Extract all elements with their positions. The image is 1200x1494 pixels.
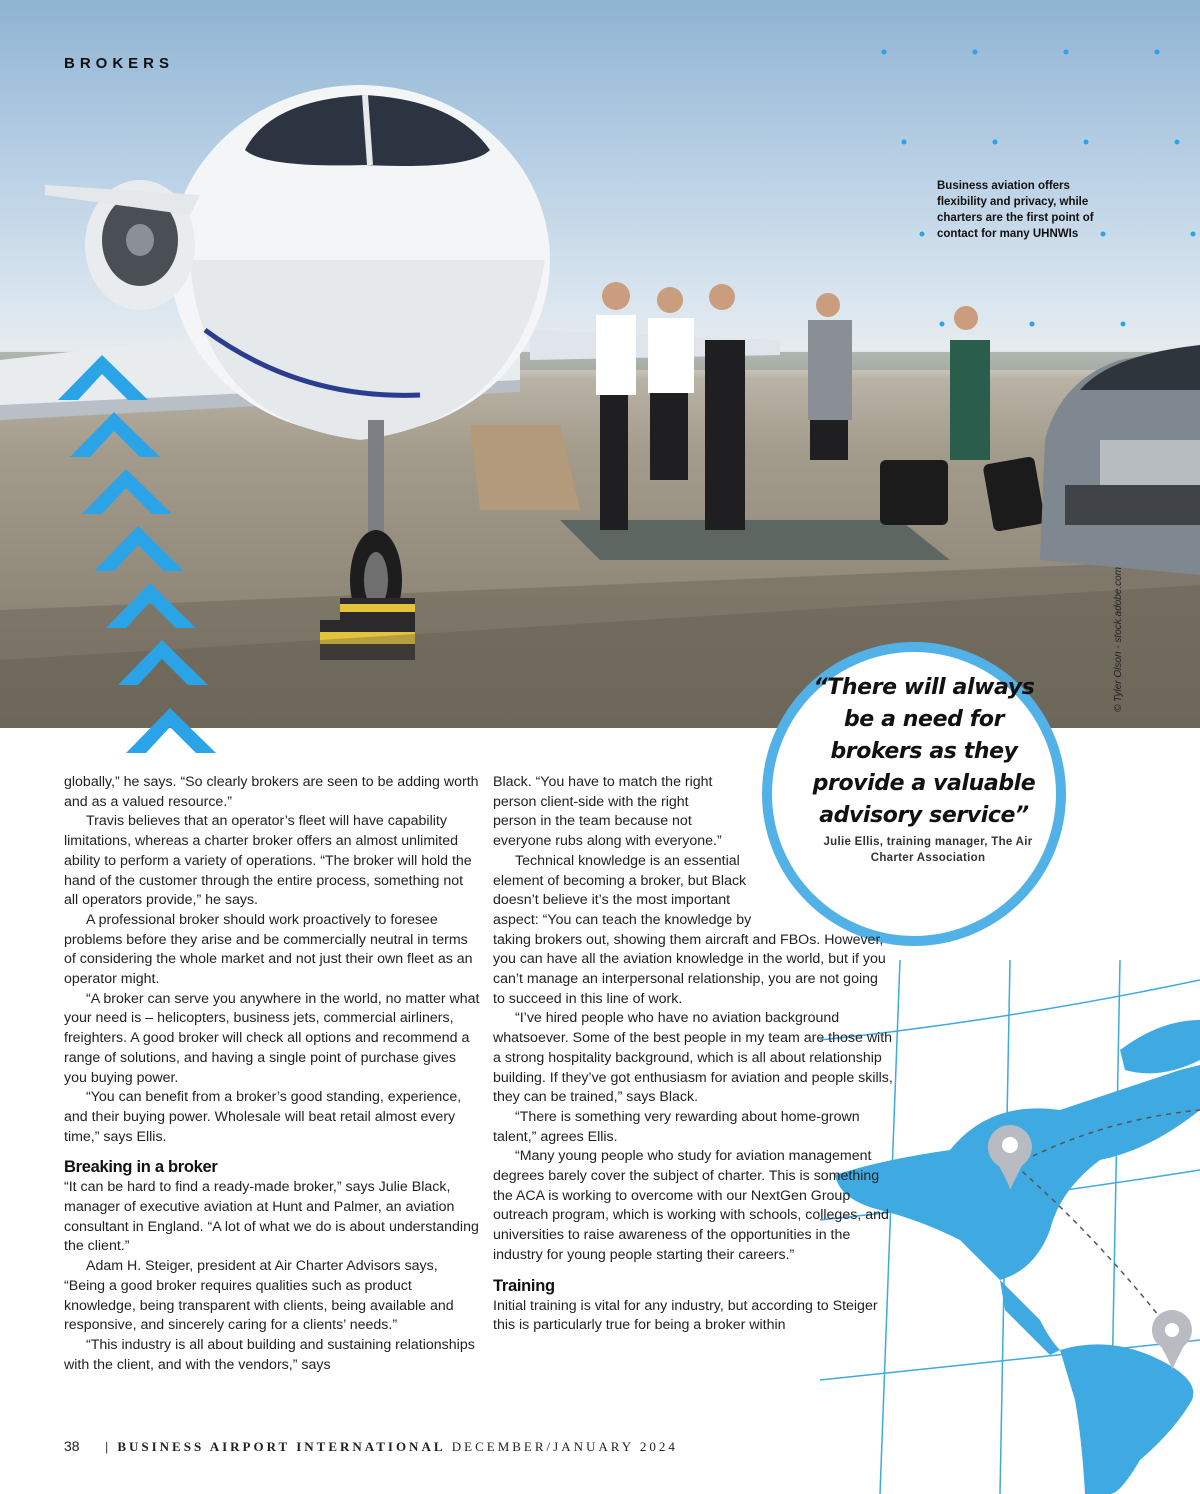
paragraph bbox=[493, 773, 893, 852]
paragraph: “Many young people who study for aviation management degrees barely cover the subject of charter. This is something the ACA is working to overcome with our NextGen Group outreach program, which is working with schools, colleges, and universities to raise awareness of the opportunities in the industry for young people starting their careers.” bbox=[493, 1148, 889, 1263]
paragraph: “This industry is all about building and sustaining relationships with the client, and with the vendors,” says bbox=[64, 1336, 475, 1373]
paragraph: “It can be hard to find a ready-made broker,” says Julie Black, manager of executive aviation at Hunt and Palmer, an aviation consultant in England. “A lot of what we do is about understanding the client.” bbox=[64, 1179, 479, 1255]
paragraph: “There is something very rewarding about home-grown talent,” agrees Ellis. bbox=[493, 1108, 860, 1145]
text-line: person client-side with the right bbox=[493, 793, 689, 810]
issue-date: DECEMBER/JANUARY 2024 bbox=[451, 1439, 678, 1454]
subheading: Training bbox=[493, 1276, 555, 1295]
paragraph: Initial training is vital for any industry, but according to Steiger this is particularly true for being a broker within bbox=[493, 1297, 878, 1334]
photo-credit: © Tyler Olson - stock.adobe.com bbox=[1113, 566, 1124, 712]
publication-name bbox=[105, 1439, 678, 1454]
text-line: person in the team because not bbox=[493, 813, 692, 830]
text-run: taking brokers out, showing them aircraft and FBOs. However, you can have all the aviation knowledge in the world, but if you can’t manage an interpersonal relationship, you are not going to succeed in this line of work. bbox=[493, 931, 886, 1007]
page-footer bbox=[64, 1438, 678, 1455]
article-column-left bbox=[64, 773, 480, 1375]
publication-title: | BUSINESS AIRPORT INTERNATIONAL bbox=[105, 1439, 446, 1454]
text-line: Black. “You have to match the right bbox=[493, 774, 713, 790]
pull-quote-text: “There will always be a need for brokers as they provide a valuable advisory service” bbox=[812, 675, 1036, 828]
chevron-decoration-icon bbox=[40, 355, 240, 755]
photo-caption: Business aviation offers flexibility and privacy, while charters are the first point of contact for many UHNWIs bbox=[937, 180, 1094, 240]
text-line: everyone rubs along with everyone.” bbox=[493, 833, 722, 850]
subheading: Breaking in a broker bbox=[64, 1158, 218, 1177]
text-line: aspect: “You can teach the knowledge by bbox=[493, 911, 752, 928]
text-line: Technical knowledge is an essential bbox=[515, 852, 740, 869]
section-label: BROKERS bbox=[64, 55, 175, 72]
text-line: doesn’t believe it’s the most important bbox=[493, 892, 731, 909]
paragraph: “I’ve hired people who have no aviation background whatsoever. Some of the best people in my team are those with a strong hospitality background, which is all about relationship building. If they’ve got enthusiasm for aviation and people skills, they can be trained,” says Black. bbox=[493, 1010, 893, 1106]
pull-quote-attribution: Julie Ellis, training manager, The Air Charter Association bbox=[823, 836, 1033, 864]
article-column-right bbox=[493, 773, 893, 1336]
page-number: 38 bbox=[64, 1438, 80, 1454]
paragraph: “A broker can serve you anywhere in the world, no matter what your need is – helicopters, business jets, commercial airliners, freighters. A good broker will check all options and recommend a range of solutions, and having a single point of purchase gives you buying power. bbox=[64, 990, 480, 1086]
text-line: element of becoming a broker, but Black bbox=[493, 872, 747, 889]
paragraph: A professional broker should work proactively to foresee problems before they arise and be commercially neutral in terms of considering the whole market and not just their own fleet as an operator might. bbox=[64, 911, 473, 988]
paragraph: globally,” he says. “So clearly brokers are seen to be adding worth and as a valued resource.” bbox=[64, 774, 479, 810]
paragraph: Adam H. Steiger, president at Air Charter Advisors says, “Being a good broker requires qualities such as product knowledge, being transparent with clients, being available and responsive, and sincerely caring for a clients’ needs.” bbox=[64, 1258, 454, 1334]
paragraph: “You can benefit from a broker’s good standing, experience, and their buying power. Wholesale will beat retail almost every time,” says Ellis. bbox=[64, 1089, 462, 1145]
paragraph: Travis believes that an operator’s fleet will have capability limitations, whereas a charter broker offers an almost unlimited ability to perform a variety of operations. “The broker will hold the hand of the customer through the entire process, something not all operators provide,” he says. bbox=[64, 813, 472, 909]
paragraph bbox=[493, 852, 893, 1010]
